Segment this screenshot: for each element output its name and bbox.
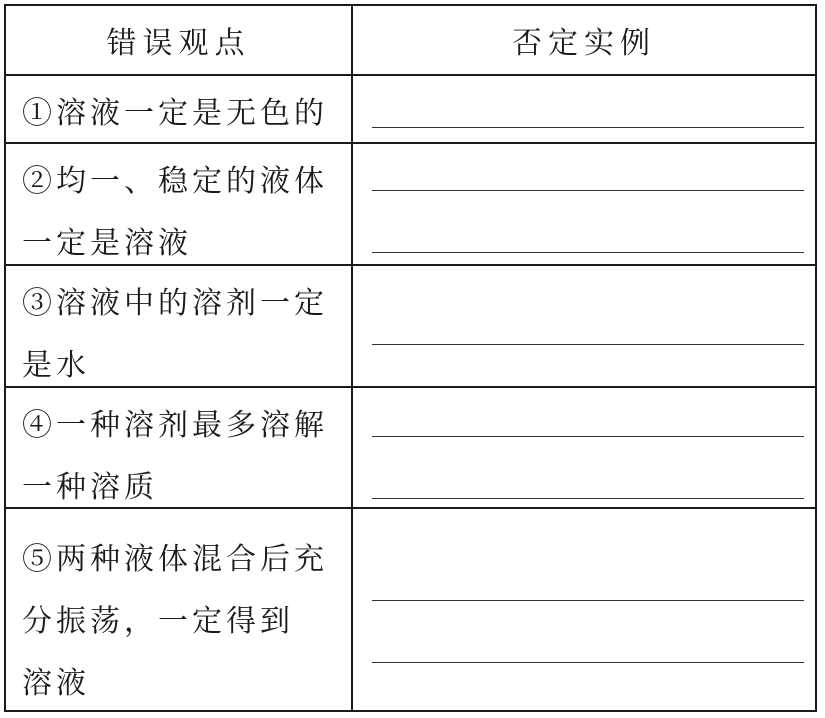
row-5-answer-line-1[interactable]	[372, 600, 804, 601]
row-1-answer-line[interactable]	[372, 127, 804, 128]
row-2-answer-line-1[interactable]	[372, 190, 804, 191]
row-3-line-1: ③溶液中的溶剂一定	[22, 286, 328, 321]
header-counter-example: 否定实例	[512, 26, 656, 61]
viewpoint-table	[4, 4, 817, 712]
row-3-answer-line[interactable]	[372, 344, 804, 345]
row-4-answer-line-1[interactable]	[372, 436, 804, 437]
row-divider-1	[6, 142, 815, 144]
column-divider	[351, 6, 353, 710]
row-divider-3	[6, 386, 815, 388]
row-2-answer-line-2[interactable]	[372, 252, 804, 253]
row-5-answer-line-2[interactable]	[372, 662, 804, 663]
row-4-line-1: ④一种溶剂最多溶解	[22, 408, 328, 443]
row-5-line-1: ⑤两种液体混合后充	[22, 542, 328, 577]
row-divider-4	[6, 507, 815, 509]
row-4-line-2: 一种溶质	[22, 470, 158, 505]
row-divider-2	[6, 264, 815, 266]
row-2-line-1: ②均一、稳定的液体	[22, 164, 328, 199]
row-3-line-2: 是水	[22, 348, 90, 383]
header-wrong-viewpoint: 错误观点	[106, 26, 251, 61]
row-5-line-2: 分振荡，一定得到	[22, 604, 294, 639]
row-5-line-3: 溶液	[22, 666, 90, 701]
row-1-line-1: ①溶液一定是无色的	[22, 96, 328, 131]
header-divider	[6, 74, 815, 76]
row-4-answer-line-2[interactable]	[372, 498, 804, 499]
row-2-line-2: 一定是溶液	[22, 226, 192, 261]
